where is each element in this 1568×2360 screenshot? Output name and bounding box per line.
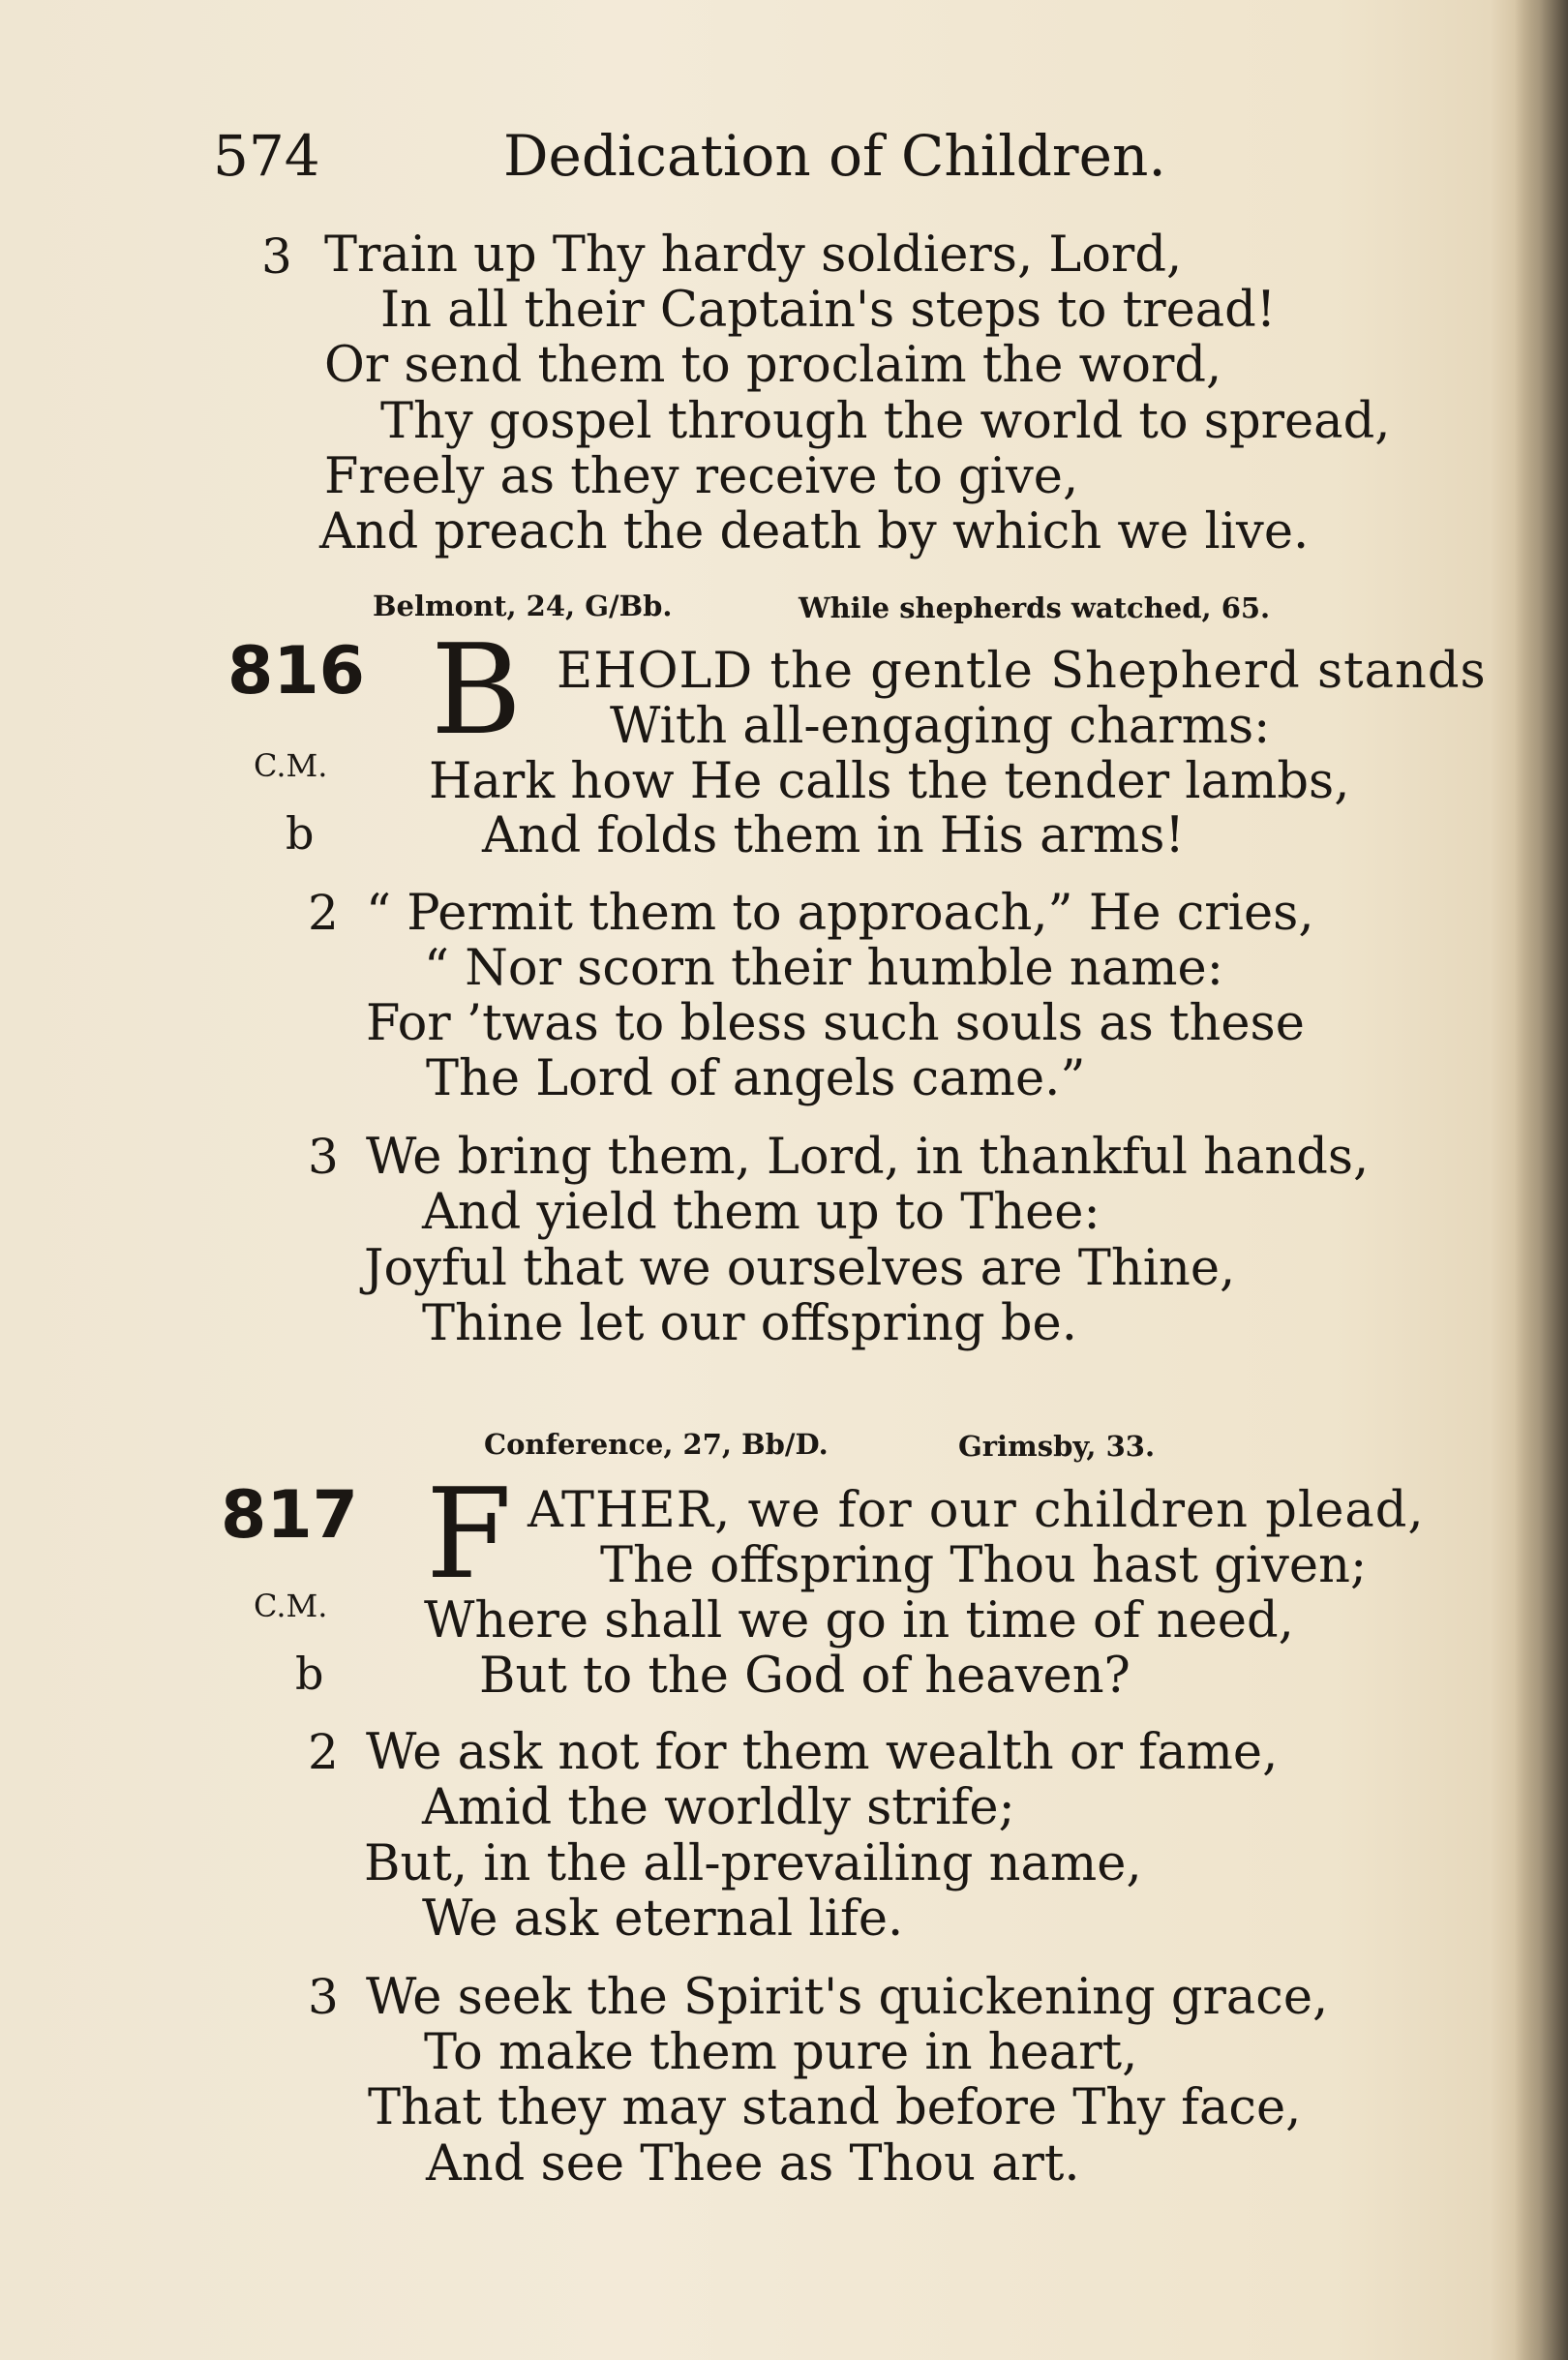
carryover-line: In all their Captain's steps to tread! — [380, 282, 1277, 339]
hymn-line: And see Thee as Thou art. — [426, 2135, 1080, 2193]
hymn-line: But, in the all-prevailing name, — [364, 1835, 1142, 1892]
meter: C.M. — [254, 1588, 328, 1624]
stanza-number: 3 — [308, 1969, 339, 2025]
carryover-line: Train up Thy hardy soldiers, Lord, — [324, 227, 1183, 284]
carryover-line: Thy gospel through the world to spread, — [380, 393, 1391, 450]
hymn-line: But to the God of heaven? — [479, 1648, 1131, 1705]
hymn-line: Joyful that we ourselves are Thine, — [364, 1240, 1236, 1297]
hymn-number: 817 — [221, 1477, 358, 1554]
hymn-line: For ’twas to bless such souls as these — [366, 995, 1305, 1052]
first-line: EHOLD the gentle Shepherd stands — [557, 643, 1487, 700]
stanza-number: 3 — [308, 1129, 339, 1185]
stanza-number: 2 — [308, 885, 339, 941]
meter: C.M. — [254, 747, 328, 784]
hymn-line: We ask not for them wealth or fame, — [366, 1724, 1279, 1781]
hymn-line: To make them pure in heart, — [424, 2024, 1138, 2081]
carryover-stanza-number: 3 — [261, 228, 292, 285]
page-number: 574 — [213, 123, 320, 189]
key-signature: b — [295, 1648, 324, 1700]
hymn-line: We bring them, Lord, in thankful hands, — [366, 1129, 1370, 1186]
stanza-number: 2 — [308, 1724, 339, 1780]
hymn-line: Thine let our offspring be. — [422, 1295, 1077, 1352]
carryover-line: And preach the death by which we live. — [319, 503, 1310, 560]
drop-cap: B — [431, 619, 523, 763]
hymn-line: And folds them in His arms! — [482, 807, 1185, 864]
hymn-line: “ Nor scorn their humble name: — [424, 940, 1223, 997]
hymn-line: Amid the worldly strife; — [422, 1779, 1015, 1836]
hymn-line: The Lord of angels came.” — [426, 1050, 1086, 1107]
hymn-line: That they may stand before Thy face, — [368, 2079, 1302, 2136]
carryover-line: Or send them to proclaim the word, — [324, 337, 1222, 394]
tune-reference-left: Conference, 27, Bb/D. — [484, 1428, 829, 1461]
key-signature: b — [286, 807, 315, 860]
tune-reference-right: While shepherds watched, 65. — [799, 591, 1271, 624]
tune-reference-right: Grimsby, 33. — [958, 1430, 1156, 1463]
hymn-line: The offspring Thou hast given; — [600, 1537, 1368, 1594]
carryover-line: Freely as they receive to give, — [324, 448, 1079, 505]
hymn-line: Hark how He calls the tender lambs, — [429, 753, 1350, 810]
hymn-number: 816 — [227, 633, 365, 710]
hymn-line: Where shall we go in time of need, — [424, 1592, 1294, 1649]
hymn-line: We seek the Spirit's quickening grace, — [366, 1969, 1329, 2026]
section-title: Dedication of Children. — [503, 123, 1166, 189]
hymn-line: And yield them up to Thee: — [422, 1184, 1101, 1241]
hymn-line: With all-engaging charms: — [610, 698, 1271, 755]
tune-reference-left: Belmont, 24, G/Bb. — [373, 590, 673, 622]
hymn-line: “ Permit them to approach,” He cries, — [366, 885, 1314, 942]
drop-cap: F — [426, 1463, 512, 1607]
book-spine-shadow — [1515, 0, 1568, 2360]
first-line: ATHER, we for our children plead, — [528, 1482, 1425, 1539]
hymn-line: We ask eternal life. — [422, 1891, 904, 1948]
